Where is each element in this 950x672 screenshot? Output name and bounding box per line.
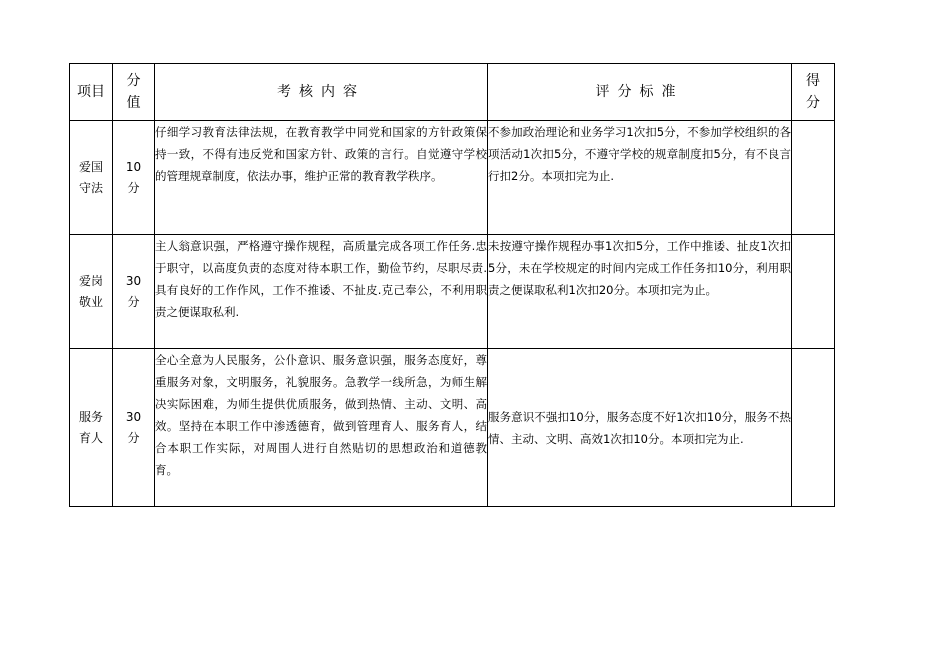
row-item-line2: 敬业: [78, 294, 103, 309]
header-result-line2: 分: [806, 95, 820, 111]
row-item-line2: 育人: [78, 430, 103, 445]
header-result: [792, 64, 835, 121]
header-content: [155, 64, 488, 121]
row-score-cell: [113, 349, 155, 507]
header-score-line2: 值: [126, 95, 141, 111]
header-score-line1: 分: [126, 73, 141, 89]
table-row: [70, 121, 835, 235]
row-score-line1: 30: [125, 409, 142, 424]
row-item-cell: [70, 121, 113, 235]
header-criteria-label: 评分标准: [595, 84, 684, 100]
table-header-row: [70, 64, 835, 121]
row-content-cell: 主人翁意识强，严格遵守操作规程，高质量完成各项工作任务.忠于职守，以高度负责的态度对待本职工作，勤俭节约，尽职尽责.具有良好的工作作风，工作不推诿、不扯皮.克己奉公，不利用职责之便谋取私利.: [155, 235, 488, 349]
header-criteria: [488, 64, 792, 121]
header-content-label: 考核内容: [277, 84, 365, 100]
row-result-cell[interactable]: [792, 235, 835, 349]
header-item-label: 项目: [77, 84, 105, 100]
table-row: [70, 235, 835, 349]
header-item: [70, 64, 113, 121]
header-score: [113, 64, 155, 121]
row-score-cell: [113, 235, 155, 349]
row-item-cell: [70, 349, 113, 507]
row-criteria-cell: 服务意识不强扣10分，服务态度不好1次扣10分，服务不热情、主动、文明、高效1次扣10分。本项扣完为止.: [488, 349, 792, 507]
table-row: [70, 349, 835, 507]
row-content-cell: 全心全意为人民服务，公仆意识、服务意识强，服务态度好，尊重服务对象，文明服务，礼貌服务。急教学一线所急，为师生解决实际困难，为师生提供优质服务，做到热情、主动、文明、高效。坚持在本职工作中渗透德育，做到管理育人、服务育人，结合本职工作实际，对周围人进行自然贴切的思想政治和道德教育。: [155, 349, 488, 507]
row-item-line1: 服务: [78, 409, 103, 424]
row-result-cell[interactable]: [792, 121, 835, 235]
row-score-line1: 10: [125, 159, 142, 174]
row-item-line2: 守法: [78, 180, 103, 195]
assessment-table: [69, 63, 835, 507]
row-score-line2: 分: [127, 180, 140, 195]
row-content-cell: 仔细学习教育法律法规，在教育教学中同党和国家的方针政策保持一致，不得有违反党和国家方针、政策的言行。自觉遵守学校的管理规章制度，依法办事，维护正常的教育教学秩序。: [155, 121, 488, 235]
header-result-line1: 得: [806, 73, 820, 89]
row-score-line2: 分: [127, 430, 140, 445]
row-criteria-cell: 未按遵守操作规程办事1次扣5分，工作中推诿、扯皮1次扣5分，未在学校规定的时间内完成工作任务扣10分，利用职责之便谋取私利1次扣20分。本项扣完为止。: [488, 235, 792, 349]
row-criteria-cell: 不参加政治理论和业务学习1次扣5分，不参加学校组织的各项活动1次扣5分，不遵守学校的规章制度扣5分，有不良言行扣2分。本项扣完为止.: [488, 121, 792, 235]
row-score-line2: 分: [127, 294, 140, 309]
row-item-line1: 爱岗: [78, 273, 103, 288]
row-score-line1: 30: [125, 273, 142, 288]
row-score-cell: [113, 121, 155, 235]
row-item-line1: 爱国: [78, 159, 103, 174]
row-result-cell[interactable]: [792, 349, 835, 507]
row-item-cell: [70, 235, 113, 349]
